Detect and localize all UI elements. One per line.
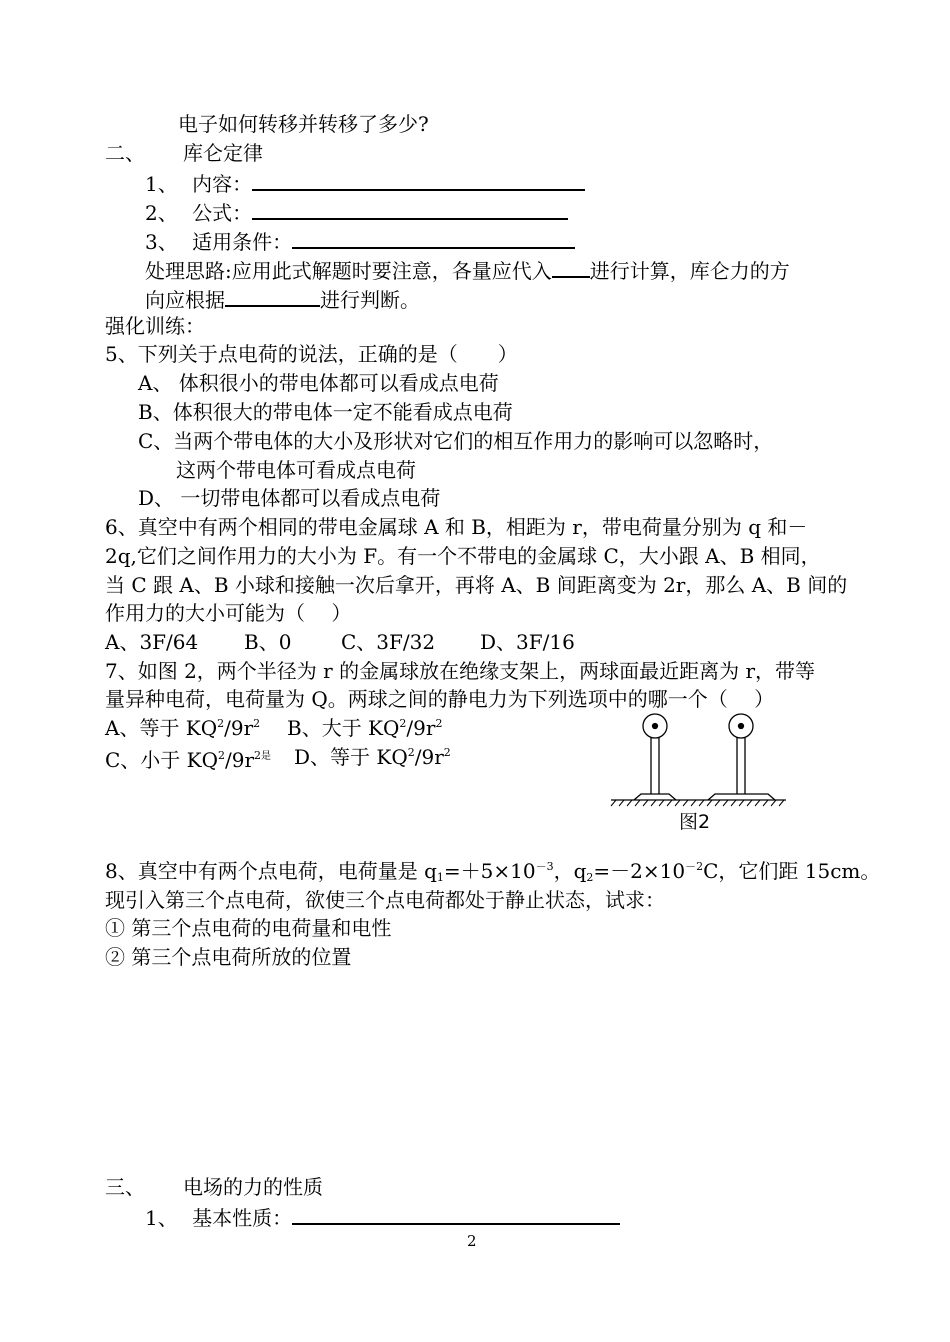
section2-item-content — [145, 169, 585, 197]
approach-text: 进行计算，库仑力的方 — [589, 259, 790, 283]
approach-text: 处理思路:应用此式解题时要注意，各量应代入 — [145, 259, 552, 283]
item-label: 基本性质： — [192, 1206, 293, 1230]
q6-option-a: A、3F/64 — [105, 630, 199, 654]
q6-line-2: 2q,它们之间作用力的大小为 F。有一个不带电的金属球 C，大小跟 A、B 相同， — [105, 544, 821, 568]
q6-line-4: 作用力的大小可能为（ ） — [105, 601, 352, 625]
right-sphere-center — [739, 724, 744, 729]
intro-line: 电子如何转移并转移了多少? — [178, 112, 429, 136]
q8-subquestion-1: ① 第三个点电荷的电荷量和电性 — [105, 916, 392, 940]
section2-number: 二、 — [105, 141, 145, 165]
q5-stem: 5、下列关于点电荷的说法，正确的是（ ） — [105, 342, 518, 366]
page-number: 2 — [467, 1232, 477, 1250]
left-sphere-center — [653, 724, 658, 729]
q5-option-c: C、当两个带电体的大小及形状对它们的相互作用力的影响可以忽略时， — [138, 429, 774, 453]
q6-option-c: C、3F/32 — [341, 630, 436, 654]
section3-number: 三、 — [105, 1175, 145, 1199]
answer-blank[interactable] — [252, 198, 568, 220]
drill-title: 强化训练： — [105, 314, 205, 338]
q8-line-1: 8、真空中有两个点电荷，电荷量是 $q_1=+5\times 10^{-3}$，$q_2=-2\times 10^{-2}C$，它们距 15cm。 — [105, 859, 881, 884]
item-number: 1、 — [145, 1206, 178, 1230]
figure-label: 图2 — [679, 811, 711, 833]
q6-line-1: 6、真空中有两个相同的带电金属球 A 和 B，相距为 r，带电荷量分别为 q 和－ — [105, 515, 808, 539]
item-number: 1、 — [145, 172, 178, 196]
approach-text: 向应根据 — [145, 288, 225, 312]
item-label: 适用条件： — [192, 230, 293, 254]
section3-item-basic — [145, 1203, 620, 1231]
q5-option-b: B、体积很大的带电体一定不能看成点电荷 — [138, 400, 513, 424]
q5-option-a: A、 体积很小的带电体都可以看成点电荷 — [138, 371, 499, 395]
item-label: 内容： — [192, 172, 253, 196]
answer-blank[interactable] — [292, 227, 575, 249]
item-number: 2、 — [145, 201, 178, 225]
q7-line-1: 7、如图 2，两个半径为 r 的金属球放在绝缘支架上，两球面最近距离为 r，带等 — [105, 659, 815, 683]
answer-blank[interactable] — [292, 1203, 620, 1225]
approach-line-2 — [145, 285, 420, 313]
q7-option-a: A、等于 $KQ^2/9r^2$ — [105, 716, 261, 740]
q6-option-d: D、3F/16 — [480, 630, 575, 654]
q5-option-c-cont: 这两个带电体可看成点电荷 — [176, 458, 416, 482]
section2-item-formula — [145, 198, 568, 226]
q6-option-b: B、0 — [244, 630, 292, 654]
answer-blank[interactable] — [552, 256, 590, 278]
section3-title: 电场的力的性质 — [183, 1175, 323, 1199]
section2-item-conditions — [145, 227, 575, 255]
approach-text: 进行判断。 — [320, 288, 420, 312]
figure-2-metal-spheres — [608, 710, 790, 838]
q7-line-2: 量异种电荷，电荷量为 Q。两球之间的静电力为下列选项中的哪一个（ ） — [105, 687, 775, 711]
item-number: 3、 — [145, 230, 178, 254]
answer-blank[interactable] — [252, 169, 585, 191]
approach-line-1 — [145, 256, 790, 284]
q5-option-d: D、 一切带电体都可以看成点电荷 — [138, 486, 441, 510]
q8-line-2: 现引入第三个点电荷，欲使三个点电荷都处于静止状态，试求： — [105, 888, 665, 912]
q7-option-c: C、小于 $KQ^2/9r^{2是}$ — [105, 748, 272, 772]
section2-title: 库仑定律 — [183, 141, 263, 165]
q7-option-b: B、大于 $KQ^2/9r^2$ — [287, 716, 443, 740]
q7-option-d: D、等于 $KQ^2/9r^2$ — [294, 745, 451, 769]
q6-line-3: 当 C 跟 A、B 小球和接触一次后拿开，再将 A、B 间距离变为 2r，那么 A、B 间的 — [105, 573, 848, 597]
q8-subquestion-2: ② 第三个点电荷所放的位置 — [105, 945, 352, 969]
answer-blank[interactable] — [225, 285, 320, 307]
item-label: 公式： — [192, 201, 253, 225]
